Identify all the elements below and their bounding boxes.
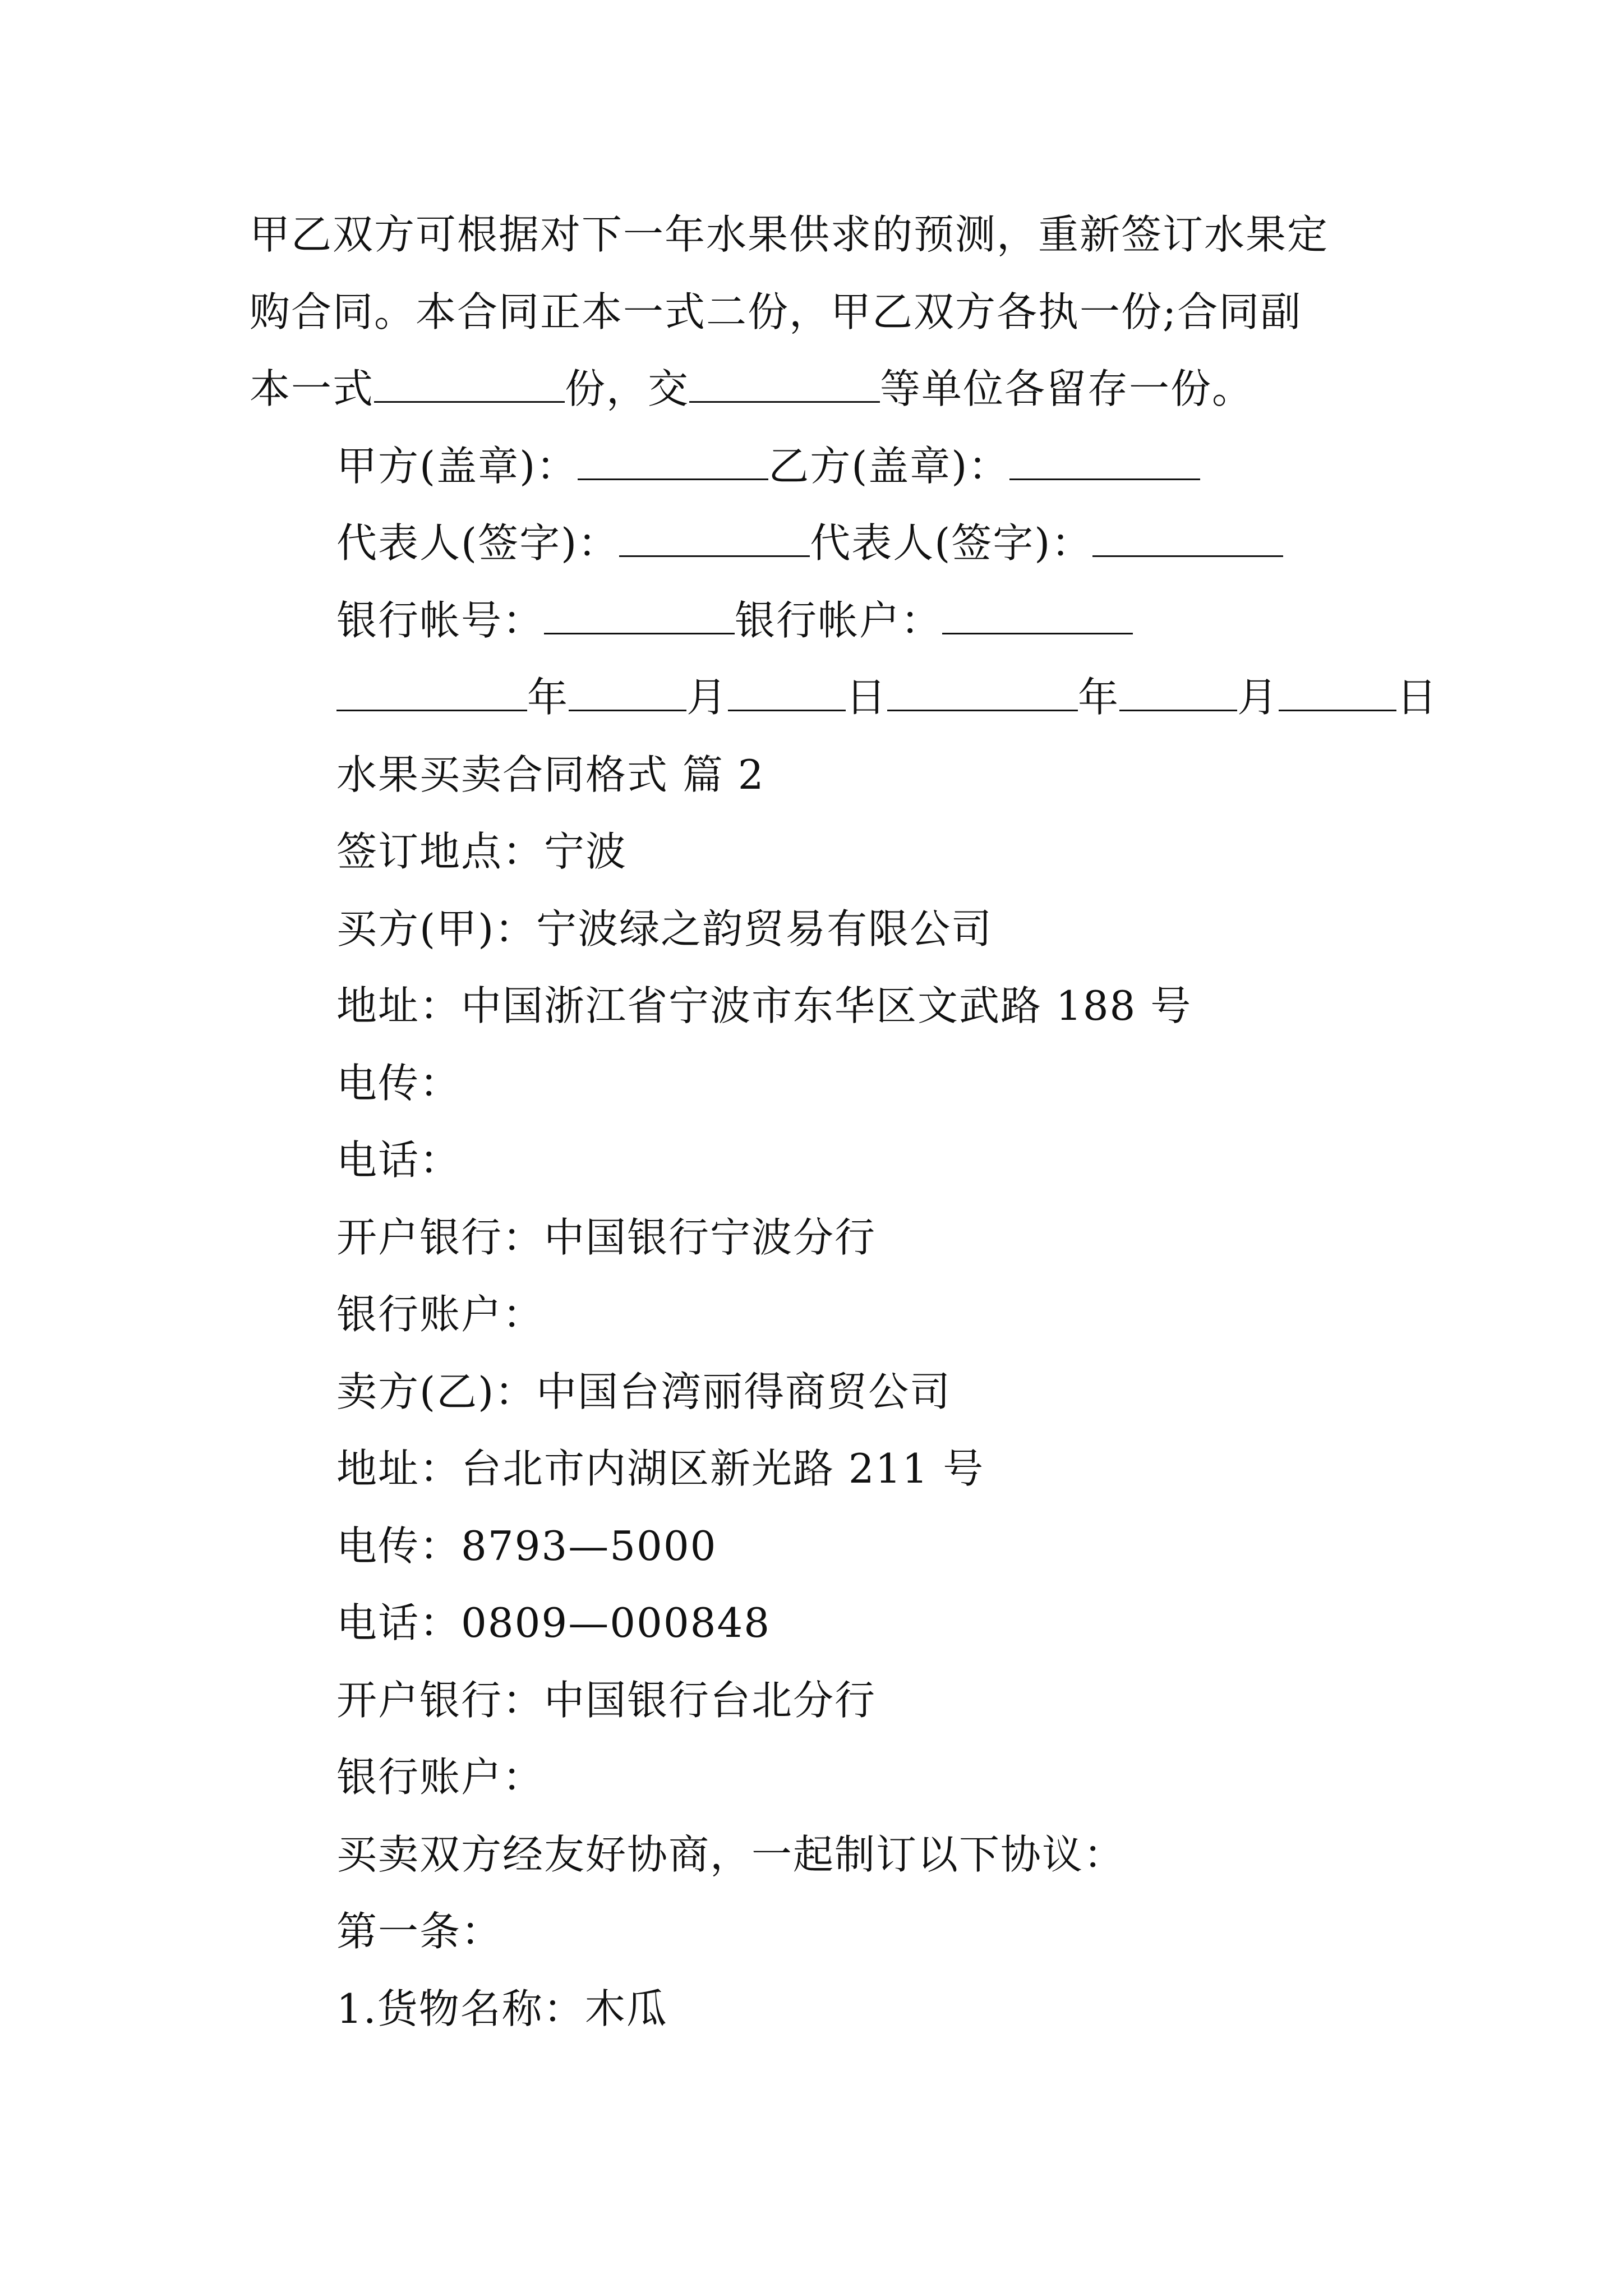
- buyer-address-text: 地址：中国浙江省宁波市东华区文武路 188 号: [336, 982, 1192, 1029]
- copies-blank: [374, 367, 565, 403]
- month-a-blank: [569, 676, 686, 711]
- bank-line: [336, 593, 1133, 647]
- buyer-fax-text: 电传：: [336, 1060, 462, 1107]
- buyer-account: [336, 1287, 544, 1341]
- signing-place-text: 签订地点：宁波: [336, 828, 628, 875]
- intro-text-2: 购合同。本合同正本一式二份，甲乙双方各执一份;合同副: [250, 288, 1302, 335]
- seal-line: [336, 439, 1200, 493]
- month-b-label: 月: [1237, 674, 1279, 721]
- section-heading: [336, 748, 765, 802]
- seller-account-text: 银行账户：: [336, 1754, 545, 1801]
- intro-text-3a: 本一式: [250, 365, 375, 412]
- buyer-bank: [336, 1211, 876, 1264]
- intro-text-3c: 等单位各留存一份。: [880, 365, 1254, 412]
- party-b-seal-blank: [1009, 445, 1200, 480]
- buyer-address: [336, 979, 1192, 1033]
- month-a-label: 月: [686, 674, 728, 721]
- rep-a-blank: [619, 522, 810, 557]
- bank-no-blank: [544, 599, 735, 634]
- rep-a-label: 代表人(签字)：: [336, 519, 620, 567]
- seller-address: [336, 1442, 984, 1496]
- seller-address-text: 地址：台北市内湖区新光路 211 号: [336, 1445, 985, 1492]
- party-a-seal-label: 甲方(盖章)：: [336, 443, 578, 490]
- party-a-seal-blank: [578, 445, 768, 480]
- rep-b-blank: [1092, 522, 1283, 557]
- seller-bank: [336, 1673, 876, 1727]
- year-a-label: 年: [527, 674, 569, 721]
- party-b-seal-label: 乙方(盖章)：: [768, 443, 1010, 490]
- article-1-heading: [336, 1904, 502, 1958]
- intro-line-3: [250, 362, 1253, 416]
- buyer-name: [336, 902, 993, 956]
- day-b-label: 日: [1396, 674, 1438, 721]
- buyer-name-text: 买方(甲)：宁波绿之韵贸易有限公司: [336, 905, 993, 953]
- seller-phone: [336, 1596, 771, 1650]
- goods-name: [336, 1982, 668, 2036]
- seller-account: [336, 1750, 544, 1804]
- buyer-fax: [336, 1056, 461, 1110]
- year-b-label: 年: [1078, 674, 1120, 721]
- representative-line: [336, 516, 1283, 570]
- buyer-phone-text: 电话：: [336, 1137, 462, 1184]
- intro-text-1: 甲乙双方可根据对下一年水果供求的预测，重新签订水果定: [250, 211, 1329, 258]
- section-heading-text: 水果买卖合同格式 篇 2: [336, 751, 765, 798]
- bank-account-label: 银行帐户：: [735, 597, 943, 644]
- seller-name: [336, 1365, 951, 1419]
- goods-name-text: 1.货物名称：木瓜: [336, 1985, 668, 2032]
- year-a-blank: [336, 676, 527, 711]
- bank-account-blank: [942, 599, 1133, 634]
- recipient-blank: [689, 367, 880, 403]
- day-a-blank: [728, 676, 846, 711]
- day-b-blank: [1279, 676, 1396, 711]
- seller-phone-text: 电话：0809—000848: [336, 1599, 771, 1646]
- bank-no-label: 银行帐号：: [336, 597, 545, 644]
- seller-fax: [336, 1519, 717, 1573]
- buyer-bank-text: 开户银行：中国银行宁波分行: [336, 1214, 877, 1261]
- buyer-account-text: 银行账户：: [336, 1291, 545, 1338]
- article-1-heading-text: 第一条：: [336, 1908, 503, 1955]
- rep-b-label: 代表人(签字)：: [810, 519, 1093, 567]
- seller-name-text: 卖方(乙)：中国台湾丽得商贸公司: [336, 1368, 952, 1415]
- seller-fax-text: 电传：8793—5000: [336, 1522, 717, 1570]
- year-b-blank: [887, 676, 1078, 711]
- agreement-statement-text: 买卖双方经友好协商，一起制订以下协议：: [336, 1831, 1126, 1878]
- date-line: [336, 670, 1438, 724]
- intro-line-2: [250, 285, 1302, 339]
- intro-text-3b: 份，交: [565, 365, 690, 412]
- seller-bank-text: 开户银行：中国银行台北分行: [336, 1677, 877, 1724]
- month-b-blank: [1119, 676, 1237, 711]
- buyer-phone: [336, 1133, 461, 1187]
- agreement-statement: [336, 1828, 1125, 1881]
- signing-place: [336, 825, 627, 878]
- day-a-label: 日: [846, 674, 888, 721]
- intro-line-1: [250, 208, 1329, 261]
